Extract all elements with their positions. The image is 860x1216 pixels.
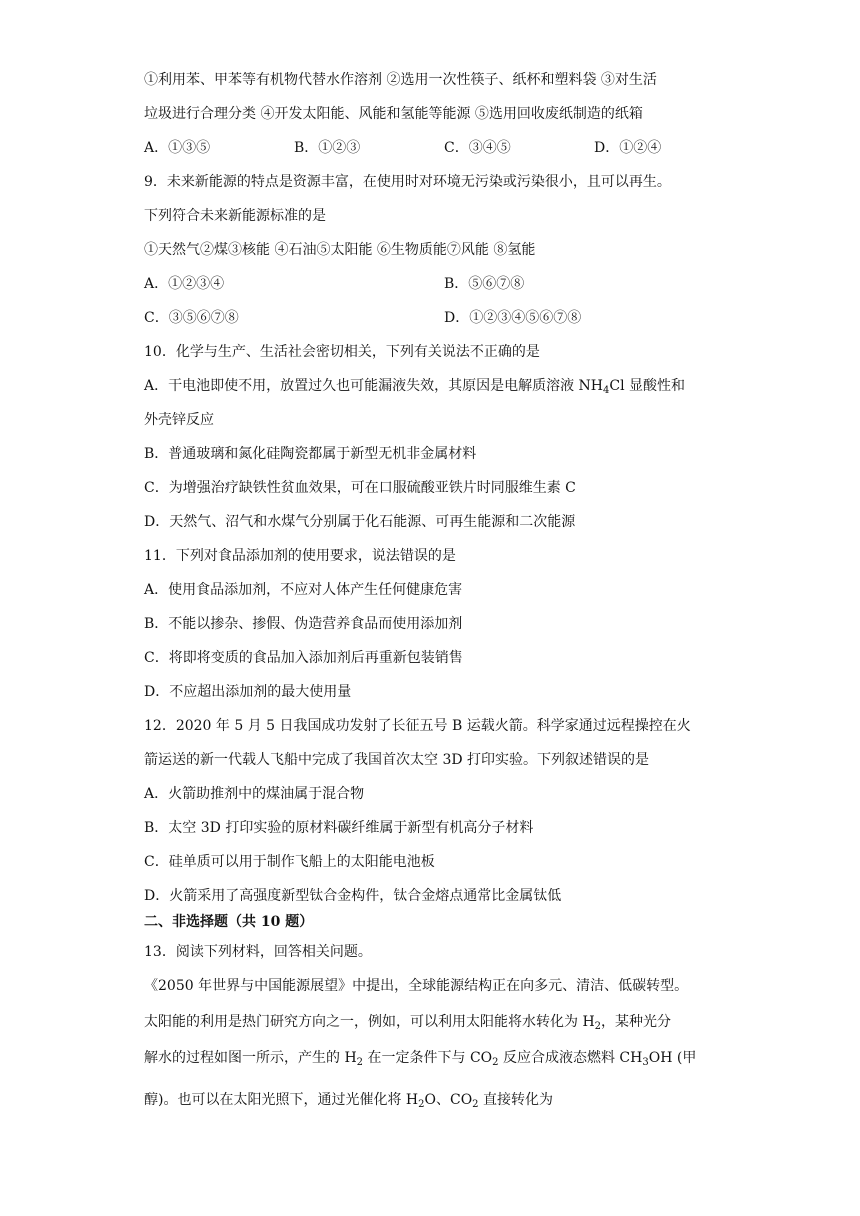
q8-stem-line2: 垃圾进行合理分类 ④开发太阳能、风能和氢能等能源 ⑤选用回收废纸制造的纸箱 (144, 106, 643, 122)
q12-stem-line1: 12．2020 年 5 月 5 日我国成功发射了长征五号 B 运载火箭。科学家通过远程操控在火 (144, 718, 691, 734)
q9-option-b: B．⑤⑥⑦⑧ (444, 276, 525, 292)
q10-option-d: D．天然气、沼气和水煤气分别属于化石能源、可再生能源和二次能源 (144, 514, 576, 530)
q11-option-a: A．使用食品添加剂，不应对人体产生任何健康危害 (144, 582, 463, 598)
q9-stem-line2: 下列符合未来新能源标准的是 (144, 208, 326, 224)
q10-option-a-line2: 外壳锌反应 (144, 412, 214, 428)
q13-stem: 13．阅读下列材料，回答相关问题。 (144, 944, 372, 960)
q8-option-a: A．①③⑤ (144, 140, 211, 156)
q12-option-a: A．火箭助推剂中的煤油属于混合物 (144, 786, 365, 802)
q12-option-d: D．火箭采用了高强度新型钛合金构件，钛合金熔点通常比金属钛低 (144, 888, 562, 904)
subscript: 2 (356, 1057, 364, 1068)
q8-option-c: C．③④⑤ (444, 140, 511, 156)
q11-option-b: B．不能以掺杂、掺假、伪造营养食品而使用添加剂 (144, 616, 463, 632)
subscript: 2 (492, 1057, 499, 1068)
q11-stem: 11．下列对食品添加剂的使用要求，说法错误的是 (144, 548, 456, 564)
subscript: 3 (642, 1057, 649, 1068)
q9-items: ①天然气②煤③核能 ④石油⑤太阳能 ⑥生物质能⑦风能 ⑧氢能 (144, 242, 536, 258)
q13-paragraph-line2: 太阳能的利用是热门研究方向之一，例如，可以利用太阳能将水转化为 $H_2$，某种光分 (144, 1014, 672, 1032)
q9-stem-line1: 9．未来新能源的特点是资源丰富，在使用时对环境无污染或污染很小，且可以再生。 (144, 174, 671, 190)
q13-paragraph-line4: 醇)。也可以在太阳光照下，通过光催化将 $H_2O$、$CO_2$ 直接转化为 (144, 1092, 553, 1110)
q8-option-d: D．①②④ (594, 140, 662, 156)
q10-option-c: C．为增强治疗缺铁性贫血效果，可在口服硫酸亚铁片时同服维生素 C (144, 480, 576, 496)
subscript: 4 (603, 385, 610, 396)
q12-option-c: C．硅单质可以用于制作飞船上的太阳能电池板 (144, 854, 435, 870)
q11-option-d: D．不应超出添加剂的最大使用量 (144, 684, 352, 700)
q13-paragraph-line3: 解水的过程如图一所示，产生的 $H_2$ 在一定条件下与 $CO_2$ 反应合成液态燃料 $CH_3OH$ (甲 (144, 1050, 697, 1068)
subscript: 2 (594, 1021, 602, 1032)
q10-stem: 10．化学与生产、生活社会密切相关，下列有关说法不正确的是 (144, 344, 540, 360)
subscript: 2 (418, 1099, 425, 1110)
q10-option-a-line1: A．干电池即使不用，放置过久也可能漏液失效，其原因是电解质溶液 $NH_4Cl$ 显酸性和 (144, 378, 686, 396)
q8-option-b: B．①②③ (294, 140, 361, 156)
q12-option-b: B．太空 3D 打印实验的原材料碳纤维属于新型有机高分子材料 (144, 820, 534, 836)
subscript: 2 (472, 1099, 479, 1110)
q12-stem-line2: 箭运送的新一代载人飞船中完成了我国首次太空 3D 打印实验。下列叙述错误的是 (144, 752, 650, 768)
q9-option-c: C．③⑤⑥⑦⑧ (144, 310, 239, 326)
q9-option-d: D．①②③④⑤⑥⑦⑧ (444, 310, 582, 326)
q10-option-b: B．普通玻璃和氮化硅陶瓷都属于新型无机非金属材料 (144, 446, 477, 462)
q8-stem-line1: ①利用苯、甲苯等有机物代替水作溶剂 ②选用一次性筷子、纸杯和塑料袋 ③对生活 (144, 72, 657, 88)
q13-paragraph-line1: 《2050 年世界与中国能源展望》中提出，全球能源结构正在向多元、清洁、低碳转型。 (144, 978, 689, 994)
q11-option-c: C．将即将变质的食品加入添加剂后再重新包装销售 (144, 650, 463, 666)
q9-option-a: A．①②③④ (144, 276, 225, 292)
section-heading: 二、非选择题（共 10 题） (144, 914, 314, 930)
